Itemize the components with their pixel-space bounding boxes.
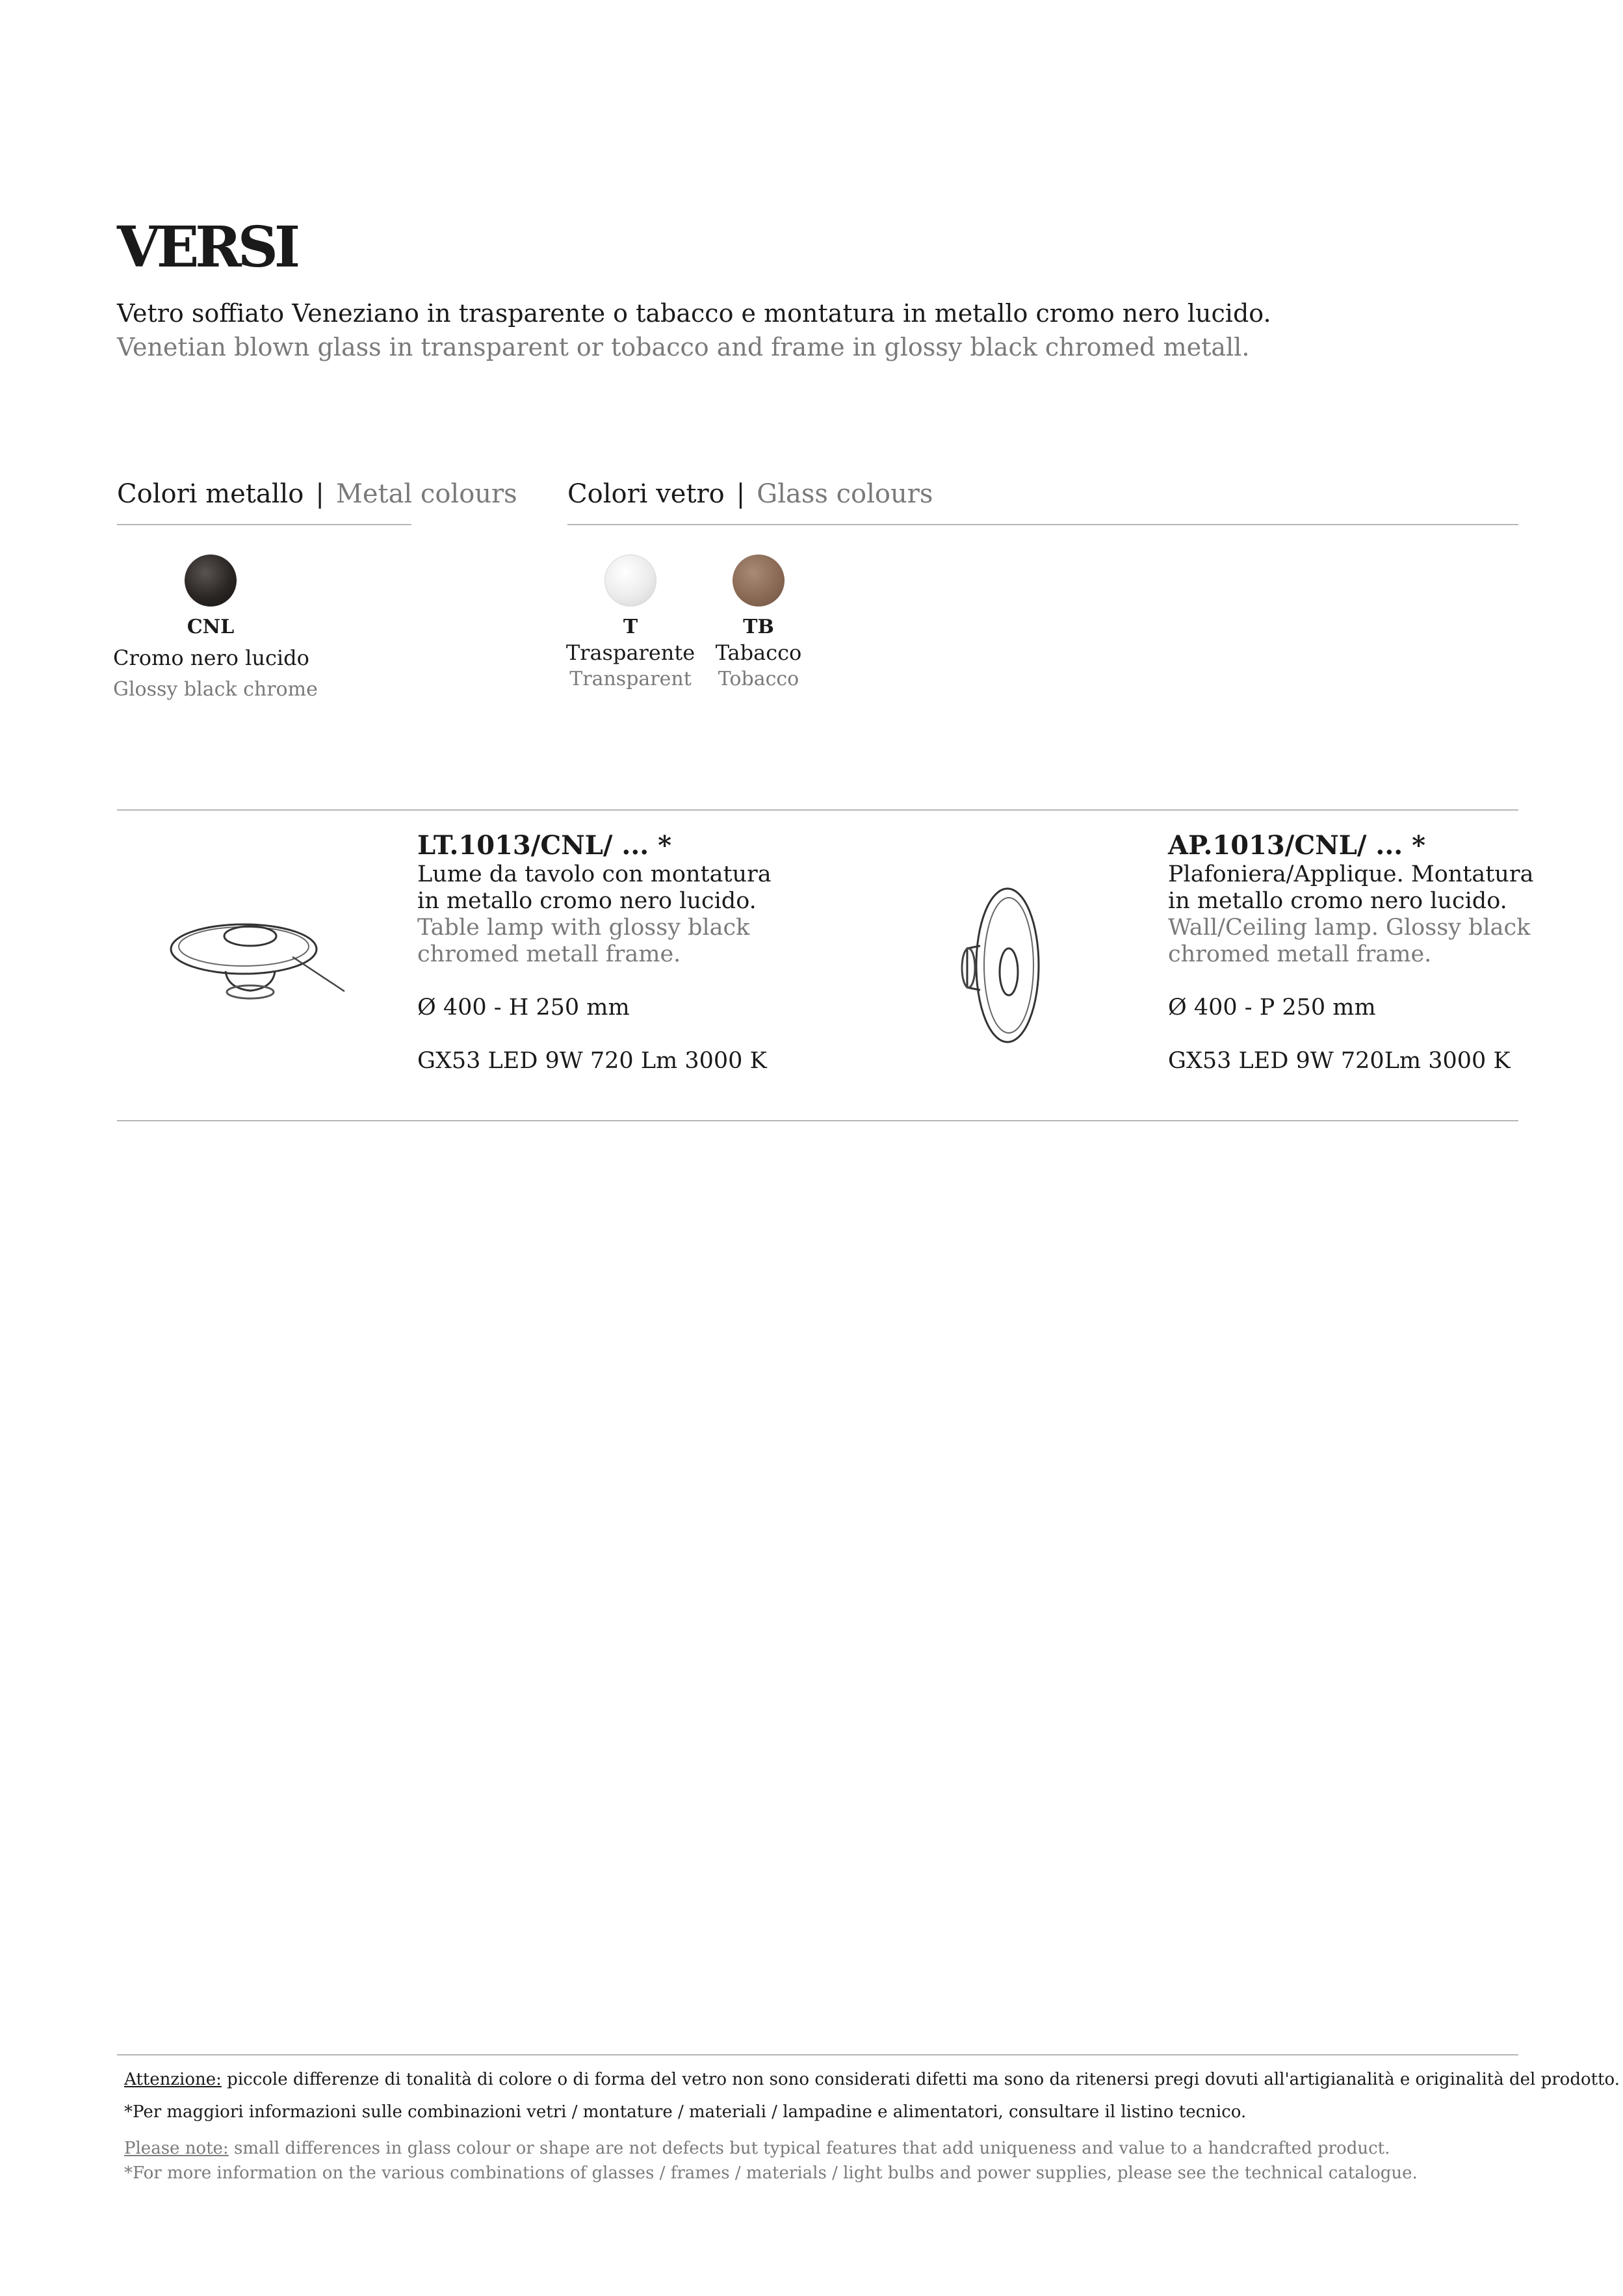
heading-separator: | <box>315 479 324 509</box>
product-code-lt1013: LT.1013/CNL/ ... * <box>417 830 672 861</box>
swatch-code-t: T <box>623 616 638 638</box>
product-desc-en-line2: chromed metall frame. <box>1168 941 1432 967</box>
product-desc-en-line2: chromed metall frame. <box>417 941 681 967</box>
footer-rule <box>117 2054 1518 2055</box>
metal-colours-title-it: Colori metallo <box>117 479 304 509</box>
product-desc-en-line1: Table lamp with glossy black <box>417 915 750 941</box>
product-desc-it-line2: in metallo cromo nero lucido. <box>417 888 757 914</box>
product-desc-it-line2: in metallo cromo nero lucido. <box>1168 888 1507 914</box>
swatch-name-en-t: Transparent <box>569 668 692 690</box>
swatch-t <box>604 554 656 607</box>
products-top-rule <box>117 809 1518 811</box>
heading-separator: | <box>736 479 746 509</box>
swatch-name-it-cnl: Cromo nero lucido <box>113 646 309 670</box>
footer-info-it: *Per maggiori informazioni sulle combinazioni vetri / montature / materiali / lampadine e alimentatori, consultare il listino tecnico. <box>124 2102 1247 2122</box>
swatch-name-en-tb: Tobacco <box>718 668 799 690</box>
metal-colours-rule <box>117 524 411 525</box>
glass-colours-title-it: Colori vetro <box>567 479 725 509</box>
glass-colours-title-en: Glass colours <box>757 479 933 509</box>
swatch-name-en-cnl: Glossy black chrome <box>113 678 318 701</box>
description-italian: Vetro soffiato Veneziano in trasparente o tabacco e montatura in metallo cromo nero lucido. <box>117 299 1271 328</box>
products-bottom-rule <box>117 1120 1518 1121</box>
swatch-cnl <box>185 554 237 607</box>
product-bulb-spec: GX53 LED 9W 720Lm 3000 K <box>1168 1048 1511 1074</box>
description-english: Venetian blown glass in transparent or tobacco and frame in glossy black chromed metall. <box>117 333 1250 361</box>
page-title: VERSI <box>117 215 297 280</box>
footer-note <box>124 2139 1390 2158</box>
product-desc-it-line1: Lume da tavolo con montatura <box>417 861 772 887</box>
footer-attention-text: piccole differenze di tonalità di colore o di forma del vetro non sono considerati difetti ma sono da ritenersi pregi dovuti all'artigianalità e originalità del prodotto. <box>221 2070 1620 2089</box>
swatch-tb <box>733 554 785 607</box>
metal-colours-title-en: Metal colours <box>335 479 517 509</box>
table-lamp-drawing <box>146 832 354 1105</box>
footer-attention-label: Attenzione: <box>124 2070 222 2089</box>
product-desc-en-line1: Wall/Ceiling lamp. Glossy black <box>1168 915 1531 941</box>
product-dimensions: Ø 400 - H 250 mm <box>417 995 630 1021</box>
swatch-code-cnl: CNL <box>187 616 235 638</box>
product-desc-it-line1: Plafoniera/Applique. Montatura <box>1168 861 1534 887</box>
product-code-ap1013: AP.1013/CNL/ ... * <box>1168 830 1426 861</box>
product-dimensions: Ø 400 - P 250 mm <box>1168 995 1376 1021</box>
swatch-name-it-tb: Tabacco <box>715 640 802 665</box>
swatch-code-tb: TB <box>743 616 774 638</box>
product-bulb-spec: GX53 LED 9W 720 Lm 3000 K <box>417 1048 767 1074</box>
metal-colours-heading <box>117 479 517 509</box>
footer-attention <box>124 2070 1620 2089</box>
glass-colours-rule <box>567 524 1518 525</box>
footer-info-en: *For more information on the various combinations of glasses / frames / materials / light bulbs and power supplies, please see the technical catalogue. <box>124 2163 1418 2183</box>
footer-note-text: small differences in glass colour or shape are not defects but typical features that add uniqueness and value to a handcrafted product. <box>228 2139 1390 2158</box>
wall-lamp-drawing <box>897 829 1105 1115</box>
footer-note-label: Please note: <box>124 2139 229 2158</box>
glass-colours-heading <box>567 479 933 509</box>
swatch-name-it-t: Trasparente <box>565 640 695 665</box>
